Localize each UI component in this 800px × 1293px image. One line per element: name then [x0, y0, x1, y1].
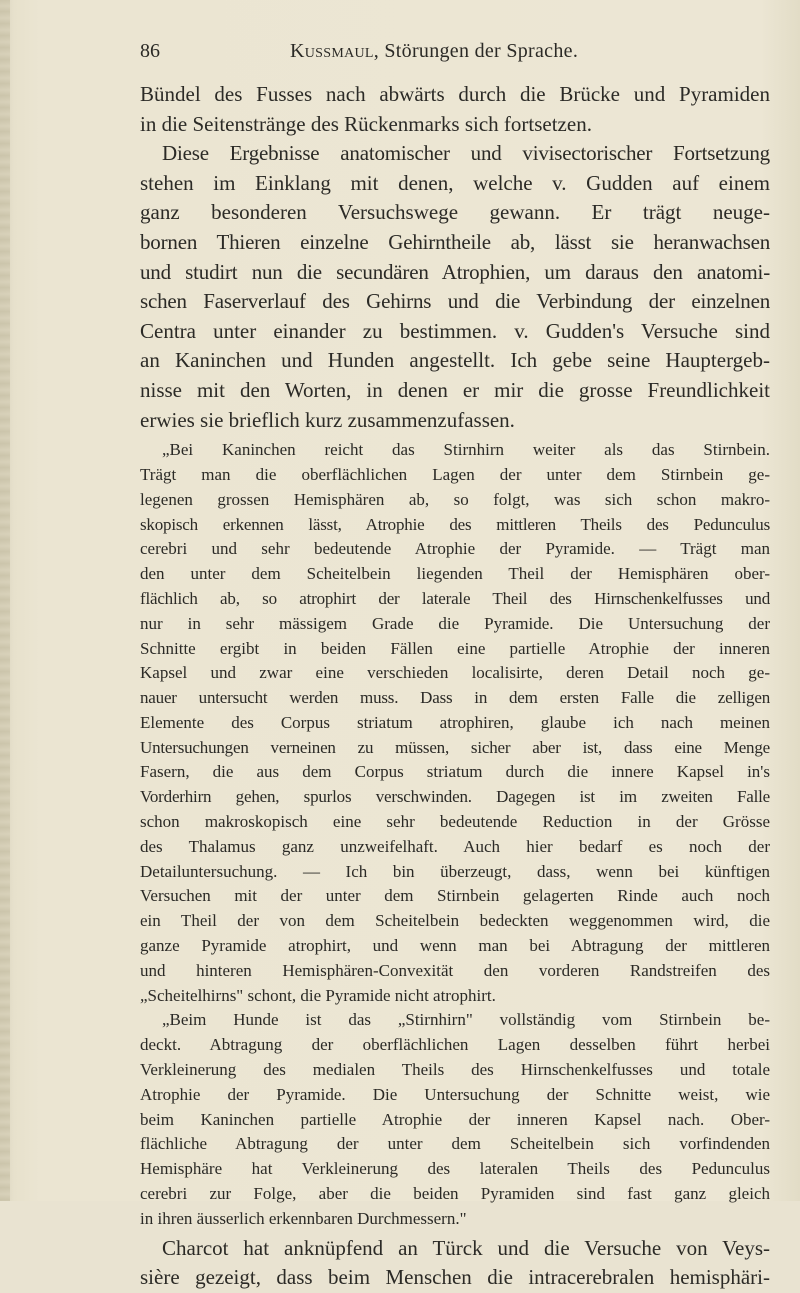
page-gutter — [0, 0, 10, 1201]
quote-line: Untersuchungen verneinen zu müssen, sicher aber ist, dass eine Menge — [140, 737, 770, 757]
quote-line: nauer untersucht werden muss. Dass in dem ersten Falle die zelligen — [140, 688, 770, 708]
quote-line: beim Kaninchen partielle Atrophie der inneren Kapsel nach. Ober- — [140, 1109, 770, 1129]
quote-line: Atrophie der Pyramide. Die Untersuchung der Schnitte weist, wie — [140, 1084, 770, 1104]
quote-line: Hemisphäre hat Verkleinerung des lateralen Theils des Pedunculus — [140, 1159, 770, 1179]
running-author: Kussmaul, — [290, 40, 380, 62]
quotation — [140, 438, 770, 1232]
quote-line: skopisch erkennen lässt, Atrophie des mittleren Theils des Pedunculus — [140, 514, 770, 534]
quote-line: legenen grossen Hemisphären ab, so folgt, was sich schon makro- — [140, 489, 770, 509]
text-line: Diese Ergebnisse anatomischer und vivisectorischer Fortsetzung — [162, 141, 770, 166]
quote-line: nur in sehr mässigem Grade die Pyramide. Die Untersuchung der — [140, 613, 770, 633]
quote-line: Detailuntersuchung. — Ich bin überzeugt, dass, wenn bei künftigen — [140, 861, 770, 881]
quote-line: Schnitte ergibt in beiden Fällen eine partielle Atrophie der inneren — [140, 638, 770, 658]
quote-line: deckt. Abtragung der oberflächlichen Lagen desselben führt herbei — [140, 1035, 770, 1055]
quote-line: cerebri zur Folge, aber die beiden Pyramiden sind fast ganz gleich — [140, 1184, 770, 1204]
text-line: Bündel des Fusses nach abwärts durch die Brücke und Pyramiden — [140, 82, 770, 106]
page-number: 86 — [140, 40, 160, 62]
quote-line: Verkleinerung des medialen Theils des Hirnschenkelfusses und totale — [140, 1060, 770, 1080]
text-line: stehen im Einklang mit denen, welche v. Gudden auf einem — [140, 170, 770, 195]
text-line: Charcot hat anknüpfend an Türck und die Versuche von Veys- — [162, 1235, 770, 1260]
quote-line: Kapsel und zwar eine verschieden localisirte, deren Detail noch ge- — [140, 663, 770, 683]
body-text — [140, 80, 770, 1293]
text-line: erwies sie brieflich kurz zusammenzufassen. — [140, 407, 515, 432]
quote-line: und hinteren Hemisphären-Convexität den vorderen Randstreifen des — [140, 960, 770, 980]
quote-line: des Thalamus ganz unzweifelhaft. Auch hier bedarf es noch der — [140, 836, 770, 856]
text-line: in die Seitenstränge des Rückenmarks sich fortsetzen. — [140, 111, 592, 136]
quote-line: ein Theil der von dem Scheitelbein bedeckten weggenommen wird, die — [140, 911, 770, 931]
quote-line: ganze Pyramide atrophirt, und wenn man bei Abtragung der mittleren — [140, 936, 770, 956]
quote-line: Fasern, die aus dem Corpus striatum durch die innere Kapsel in's — [140, 762, 770, 782]
text-line: ganz besonderen Versuchswege gewann. Er trägt neuge- — [140, 200, 770, 225]
paragraph-intro — [140, 80, 770, 435]
quote-line: flächliche Abtragung der unter dem Scheitelbein sich vorfindenden — [140, 1134, 770, 1154]
running-header — [120, 40, 780, 70]
running-book-title: Störungen der Sprache. — [384, 40, 579, 62]
quote-line: Elemente des Corpus striatum atrophiren, glaube ich nach meinen — [140, 712, 770, 732]
quote-line: Versuchen mit der unter dem Stirnbein gelagerten Rinde auch noch — [140, 886, 770, 906]
quote-line: cerebri und sehr bedeutende Atrophie der Pyramide. — Trägt man — [140, 539, 770, 559]
quote-line: „Bei Kaninchen reicht das Stirnhirn weiter als das Stirnbein. — [162, 440, 770, 460]
text-line: bornen Thieren einzelne Gehirntheile ab, lässt sie heranwachsen — [140, 229, 770, 254]
text-line: schen Faserverlauf des Gehirns und die Verbindung der einzelnen — [140, 289, 770, 314]
paragraph-closing — [140, 1234, 770, 1293]
quote-line: flächlich ab, so atrophirt der laterale Theil des Hirnschenkelfusses und — [140, 588, 770, 608]
running-title — [290, 40, 578, 63]
text-line: Centra unter einander zu bestimmen. v. Gudden's Versuche sind — [140, 318, 770, 343]
text-line: sière gezeigt, dass beim Menschen die intracerebralen hemisphäri- — [140, 1265, 770, 1290]
text-line: nisse mit den Worten, in denen er mir die grosse Freundlichkeit — [140, 377, 770, 402]
text-line: an Kaninchen und Hunden angestellt. Ich gebe seine Hauptergeb- — [140, 348, 770, 373]
text-line: und studirt nun die secundären Atrophien, um daraus den anatomi- — [140, 259, 770, 284]
quote-line: Vorderhirn gehen, spurlos verschwinden. Dagegen ist im zweiten Falle — [140, 787, 770, 807]
quote-line: in ihren äusserlich erkennbaren Durchmessern." — [140, 1208, 467, 1228]
quote-line: schon makroskopisch eine sehr bedeutende Reduction in der Grösse — [140, 812, 770, 832]
quote-line: „Beim Hunde ist das „Stirnhirn" vollständig vom Stirnbein be- — [162, 1010, 770, 1030]
quote-line: „Scheitelhirns" schont, die Pyramide nicht atrophirt. — [140, 985, 496, 1005]
quote-line: Trägt man die oberflächlichen Lagen der unter dem Stirnbein ge- — [140, 464, 770, 484]
quote-line: den unter dem Scheitelbein liegenden Theil der Hemisphären ober- — [140, 564, 770, 584]
